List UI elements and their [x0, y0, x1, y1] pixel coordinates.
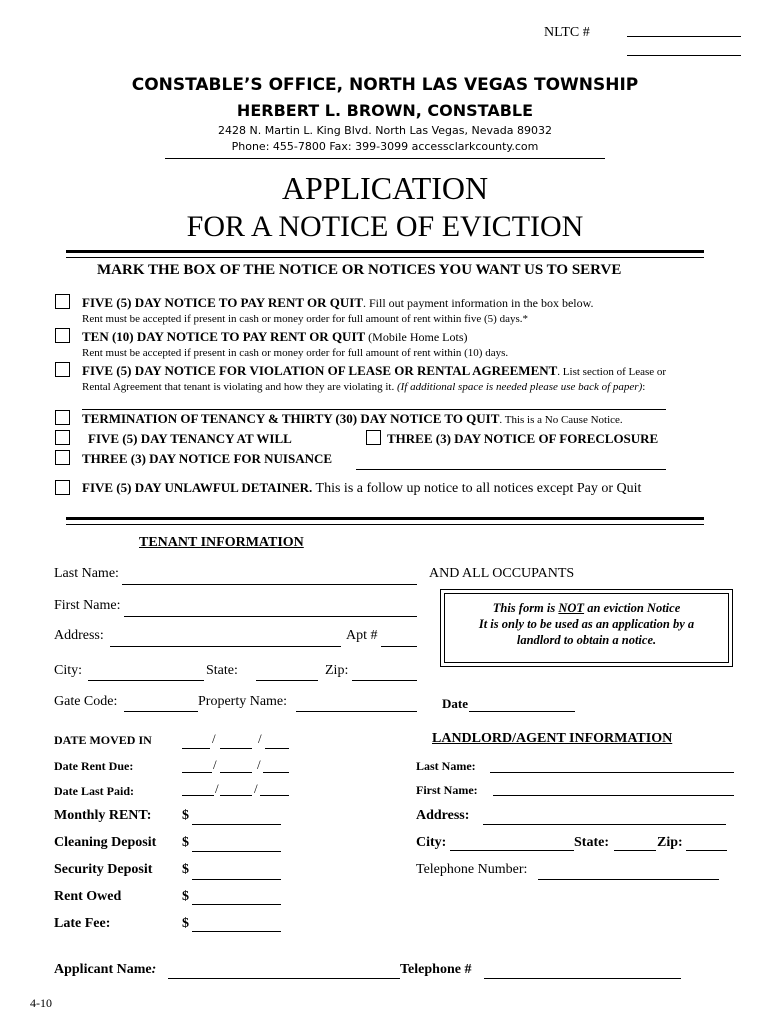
tenant-apt-field[interactable]: [381, 646, 417, 647]
tenant-city-label: City:: [54, 663, 83, 678]
rent-due-day[interactable]: [220, 772, 252, 773]
applicant-name: [54, 962, 156, 978]
lease-violation-option: [82, 363, 666, 379]
lease-violation-note: [82, 381, 645, 393]
tenant-last-name-label: Last Name:: [54, 566, 119, 581]
header-rule: [165, 158, 605, 159]
tenant-address-field[interactable]: [110, 646, 341, 647]
notices-heading: MARK THE BOX OF THE NOTICE OR NOTICES YOU WANT US TO SERVE: [97, 262, 622, 278]
disclaimer-box: [440, 589, 733, 667]
date-last-paid-label: Date Last Paid:: [54, 784, 134, 798]
office-address: 2428 N. Martin L. King Blvd. North Las Vegas, Nevada 89032: [218, 124, 552, 137]
tenant-gate-code-label: Gate Code:: [54, 694, 118, 709]
lease-violation-details-line[interactable]: [82, 409, 666, 410]
date-rent-due-label: Date Rent Due:: [54, 759, 134, 773]
landlord-heading: LANDLORD/AGENT INFORMATION: [432, 731, 673, 746]
title-notice-of-eviction: FOR A NOTICE OF EVICTION: [186, 210, 584, 243]
ten-day-pay-note: Rent must be accepted if present in cash or money order for full amount of rent within (10) days.: [82, 347, 509, 359]
last-paid-month[interactable]: [182, 795, 214, 796]
applicant-name-label: Applicant Name: [54, 962, 152, 977]
landlord-city-label: City:: [416, 835, 447, 850]
and-all-occupants: AND ALL OCCUPANTS: [429, 566, 575, 581]
landlord-zip-label: Zip:: [657, 835, 683, 850]
checkbox-termination[interactable]: [55, 410, 70, 425]
tenant-first-name-field[interactable]: [124, 616, 417, 617]
tenant-city-field[interactable]: [88, 680, 204, 681]
security-deposit-dollar: $: [182, 862, 189, 877]
checkbox-lease-violation[interactable]: [55, 362, 70, 377]
five-day-pay-note: Rent must be accepted if present in cash or money order for full amount of rent within five (5) days.*: [82, 313, 528, 325]
tenant-state-field[interactable]: [256, 680, 318, 681]
moved-in-slash-1: /: [212, 731, 216, 746]
unlawful-detainer-option: [82, 480, 641, 497]
monthly-rent-dollar: $: [182, 808, 189, 823]
foreclosure-label: THREE (3) DAY NOTICE OF FORECLOSURE: [387, 431, 659, 446]
checkbox-nuisance[interactable]: [55, 450, 70, 465]
termination-desc: . This is a No Cause Notice.: [499, 414, 623, 426]
office-title: CONSTABLE’S OFFICE, NORTH LAS VEGAS TOWNSHIP: [131, 75, 639, 95]
late-fee-field[interactable]: [192, 931, 281, 932]
tenant-property-name-field[interactable]: [296, 711, 417, 712]
landlord-address-field[interactable]: [483, 824, 726, 825]
date-label: Date: [442, 696, 468, 711]
form-code: 4-10: [30, 996, 52, 1010]
ten-day-pay-option: [82, 329, 468, 345]
constable-name: HERBERT L. BROWN, CONSTABLE: [236, 101, 534, 120]
lease-violation-note-colon: :: [642, 381, 646, 393]
last-paid-day[interactable]: [220, 795, 252, 796]
landlord-telephone-label: Telephone Number:: [416, 862, 528, 877]
security-deposit-field[interactable]: [192, 879, 281, 880]
tenant-apt-label: Apt #: [346, 628, 378, 643]
rent-owed-field[interactable]: [192, 904, 281, 905]
unlawful-detainer-title: FIVE (5) DAY UNLAWFUL DETAINER.: [82, 480, 313, 495]
disclaimer-line-1: [445, 600, 728, 616]
tenant-info-heading: TENANT INFORMATION: [139, 535, 304, 550]
disclaimer-line-2: It is only to be used as an application by a: [478, 617, 695, 631]
ten-day-pay-desc: (Mobile Home Lots): [365, 330, 468, 344]
checkbox-five-day-pay[interactable]: [55, 294, 70, 309]
monthly-rent-field[interactable]: [192, 824, 281, 825]
nltc-field-line-1[interactable]: [627, 36, 741, 37]
unlawful-detainer-desc: This is a follow up notice to all notices except Pay or Quit: [312, 481, 642, 496]
last-paid-slash-1: /: [215, 781, 219, 796]
tenant-gate-code-field[interactable]: [124, 711, 198, 712]
date-moved-in-label: DATE MOVED IN: [54, 733, 152, 747]
rent-owed-label: Rent Owed: [54, 889, 122, 904]
disclaimer-line-1c: an eviction Notice: [584, 601, 681, 615]
moved-in-year[interactable]: [265, 748, 289, 749]
five-day-pay-desc: . Fill out payment information in the box below.: [363, 296, 594, 310]
disclaimer-line-3: landlord to obtain a notice.: [516, 633, 657, 647]
lease-violation-note-italic: (If additional space is needed please use back of paper): [396, 381, 643, 393]
tenant-property-name-label: Property Name:: [198, 694, 288, 709]
five-day-pay-option: [82, 295, 594, 311]
checkbox-unlawful-detainer[interactable]: [55, 480, 70, 495]
landlord-city-field[interactable]: [450, 850, 574, 851]
date-field[interactable]: [469, 711, 575, 712]
applicant-name-colon: :: [151, 962, 157, 977]
landlord-state-label: State:: [574, 835, 609, 850]
tenant-first-name-label: First Name:: [54, 598, 121, 613]
disclaimer-not: NOT: [558, 601, 585, 615]
checkbox-foreclosure[interactable]: [366, 430, 381, 445]
office-contact: Phone: 455-7800 Fax: 399-3099 accessclarkcounty.com: [231, 140, 539, 153]
nuisance-details-line[interactable]: [356, 469, 666, 470]
cleaning-deposit-label: Cleaning Deposit: [54, 835, 157, 850]
landlord-zip-field[interactable]: [686, 850, 727, 851]
landlord-first-name-field[interactable]: [493, 795, 734, 796]
tenant-state-label: State:: [206, 663, 238, 678]
late-fee-label: Late Fee:: [54, 916, 111, 931]
monthly-rent-label: Monthly RENT:: [54, 808, 152, 823]
title-double-rule: [66, 250, 704, 258]
applicant-telephone-label: Telephone #: [400, 962, 472, 977]
landlord-first-name-label: First Name:: [416, 783, 478, 797]
disclaimer-line-1a: This form is: [492, 601, 559, 615]
last-paid-slash-2: /: [254, 781, 258, 796]
cleaning-deposit-dollar: $: [182, 835, 189, 850]
landlord-last-name-field[interactable]: [490, 772, 734, 773]
tenant-last-name-field[interactable]: [122, 584, 417, 585]
disclaimer-inner: [444, 593, 729, 663]
termination-title: TERMINATION OF TENANCY & THIRTY (30) DAY NOTICE TO QUIT: [82, 411, 500, 426]
rent-due-year[interactable]: [263, 772, 289, 773]
termination-option: [82, 411, 623, 427]
applicant-name-field[interactable]: [168, 978, 400, 979]
checkbox-tenancy-at-will[interactable]: [55, 430, 70, 445]
lease-violation-desc: . List section of Lease or: [557, 366, 667, 378]
lease-violation-note-text: Rental Agreement that tenant is violating and how they are violating it.: [82, 381, 397, 393]
rent-due-month[interactable]: [182, 772, 212, 773]
landlord-telephone-field[interactable]: [538, 879, 719, 880]
landlord-state-field[interactable]: [614, 850, 656, 851]
moved-in-month[interactable]: [182, 748, 210, 749]
last-paid-year[interactable]: [260, 795, 289, 796]
applicant-telephone-field[interactable]: [484, 978, 681, 979]
landlord-last-name-label: Last Name:: [416, 759, 476, 773]
rent-due-slash-1: /: [213, 757, 217, 772]
section-double-rule: [66, 517, 704, 525]
checkbox-ten-day-pay[interactable]: [55, 328, 70, 343]
cleaning-deposit-field[interactable]: [192, 851, 281, 852]
security-deposit-label: Security Deposit: [54, 862, 153, 877]
moved-in-slash-2: /: [258, 731, 262, 746]
tenant-address-label: Address:: [54, 628, 104, 643]
lease-violation-title: FIVE (5) DAY NOTICE FOR VIOLATION OF LEASE OR RENTAL AGREEMENT: [82, 363, 558, 378]
ten-day-pay-title: TEN (10) DAY NOTICE TO PAY RENT OR QUIT: [82, 329, 366, 344]
landlord-address-label: Address:: [416, 808, 470, 823]
tenant-zip-label: Zip:: [325, 663, 349, 678]
rent-due-slash-2: /: [257, 757, 261, 772]
nltc-field-line-2[interactable]: [627, 55, 741, 56]
title-application: APPLICATION: [281, 170, 489, 206]
late-fee-dollar: $: [182, 916, 189, 931]
tenant-zip-field[interactable]: [352, 680, 417, 681]
nuisance-label: THREE (3) DAY NOTICE FOR NUISANCE: [82, 451, 333, 466]
nltc-label: NLTC #: [544, 25, 590, 40]
moved-in-day[interactable]: [220, 748, 252, 749]
rent-owed-dollar: $: [182, 889, 189, 904]
five-day-pay-title: FIVE (5) DAY NOTICE TO PAY RENT OR QUIT: [82, 295, 363, 310]
tenancy-at-will-label: FIVE (5) DAY TENANCY AT WILL: [88, 431, 292, 446]
